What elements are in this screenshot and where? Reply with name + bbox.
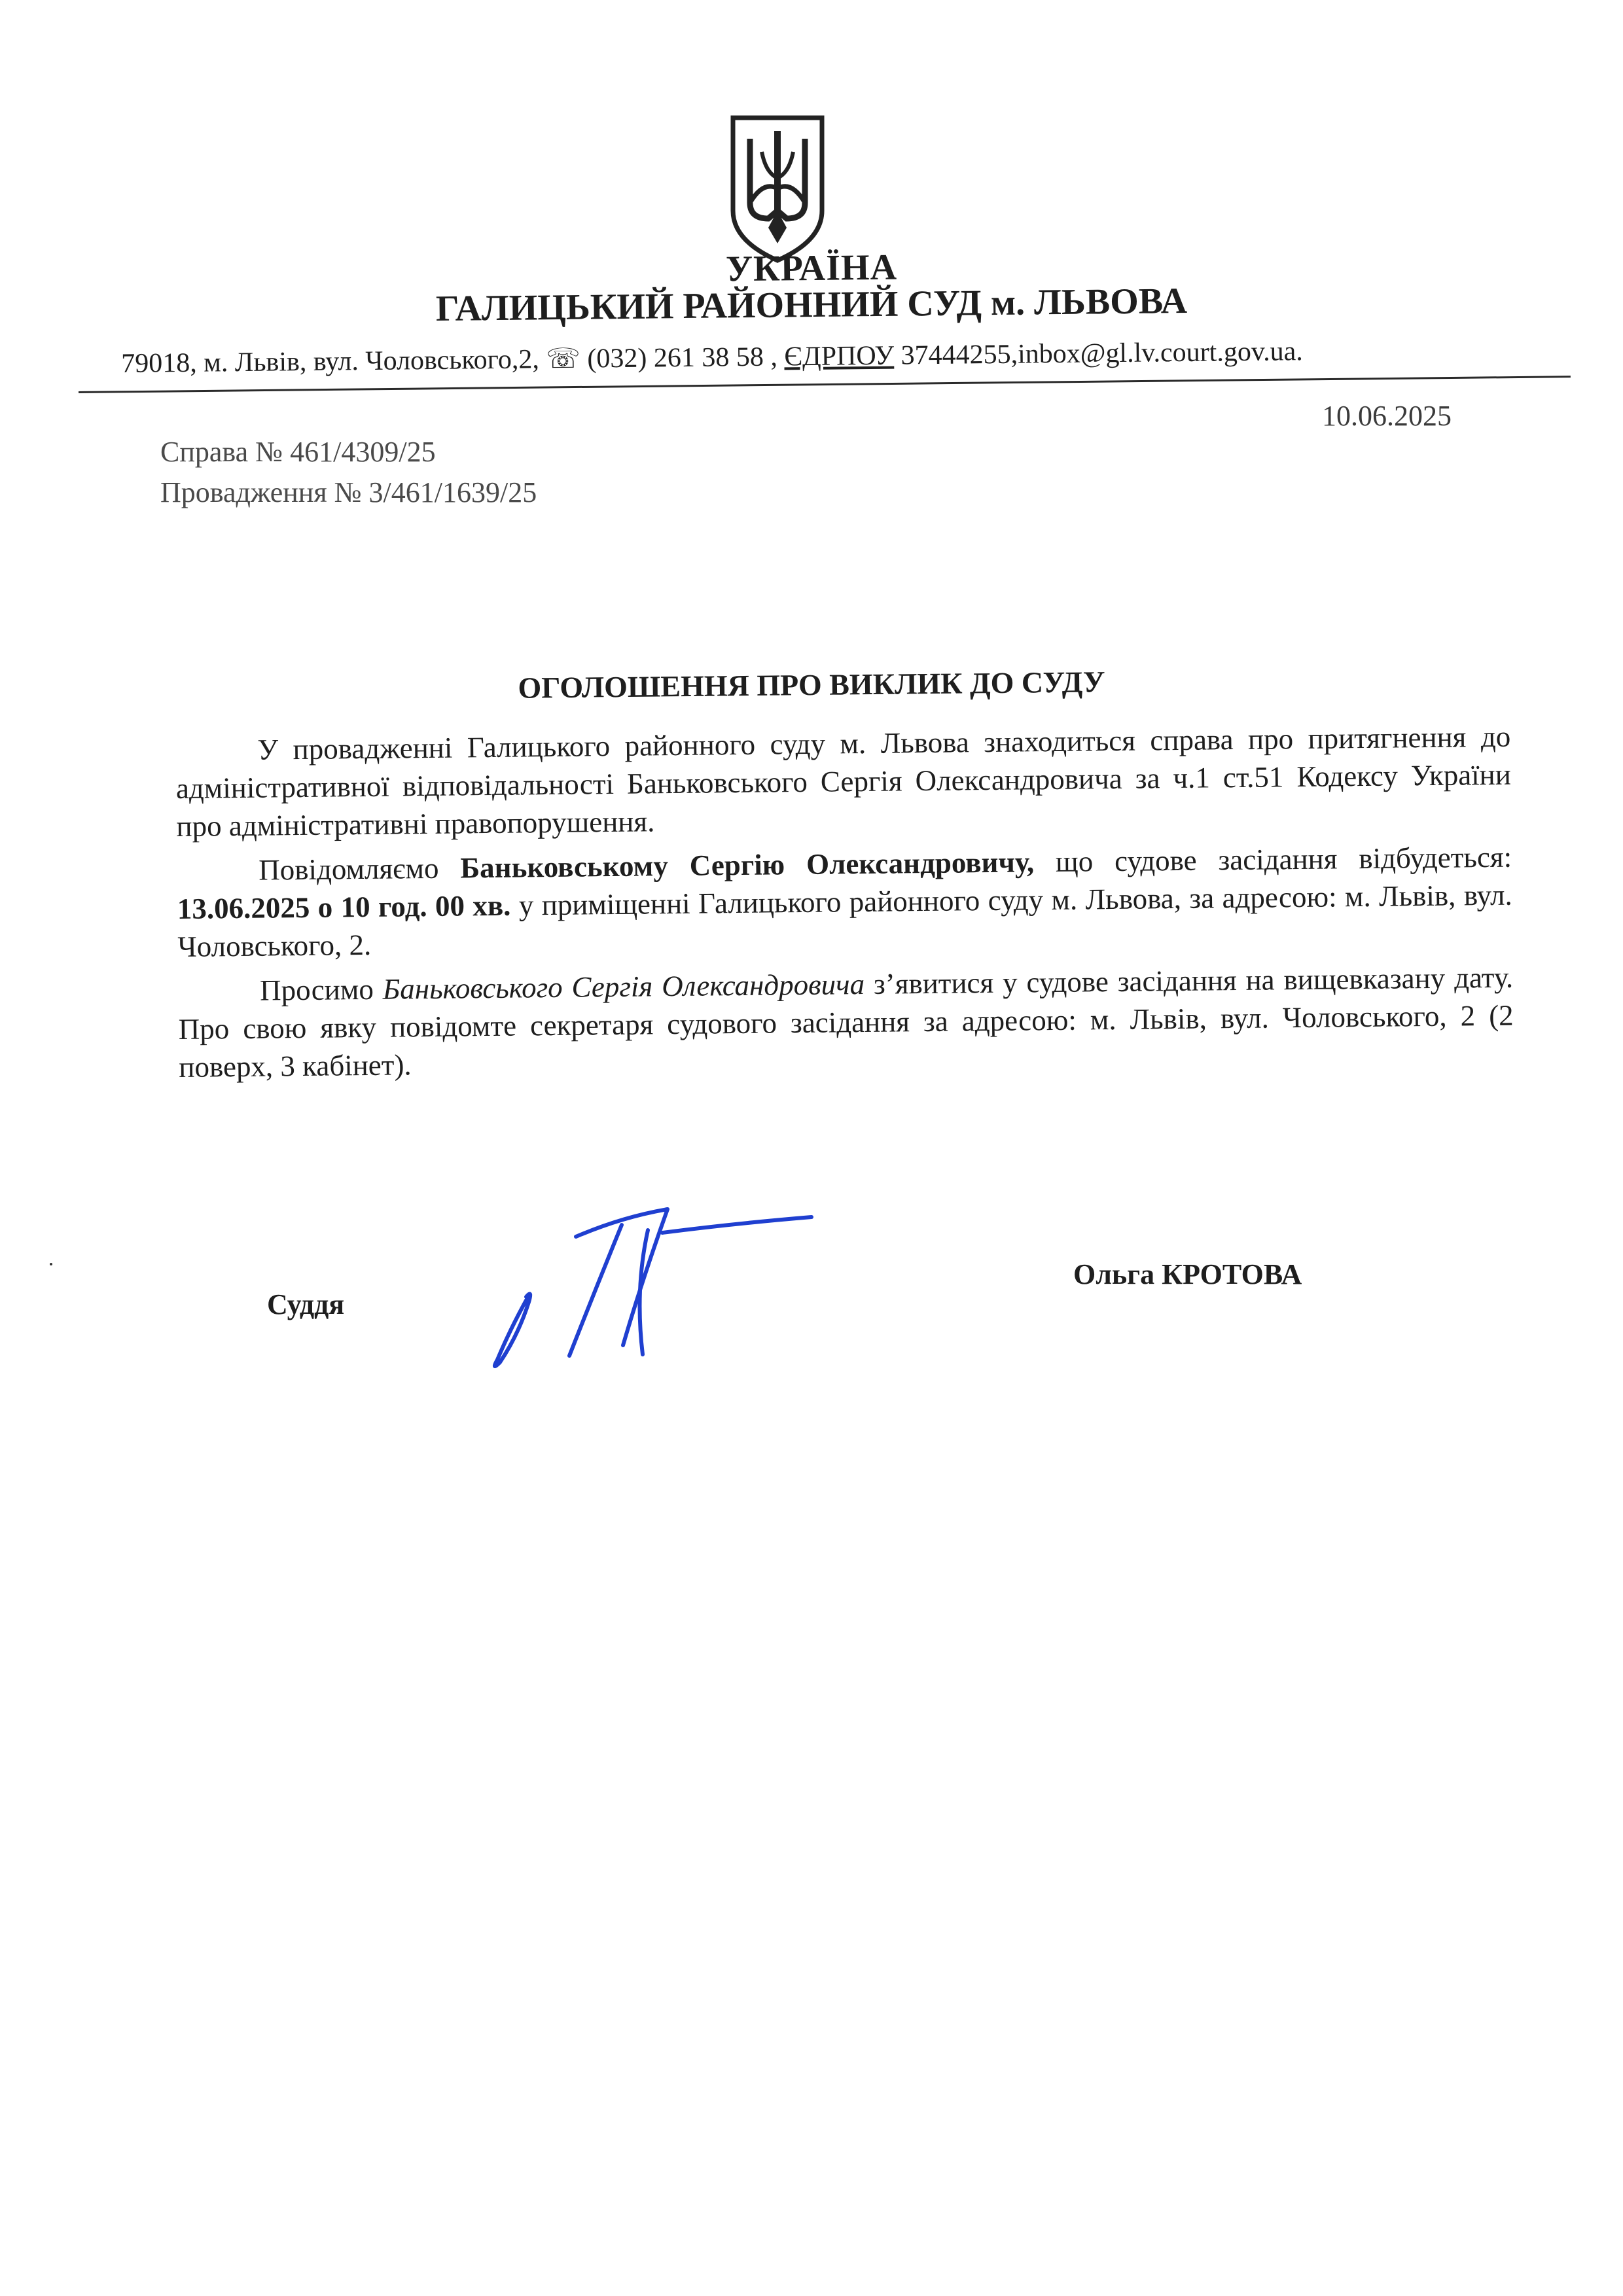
scan-speck	[50, 1263, 52, 1265]
paragraph-3	[178, 959, 1514, 1086]
header-divider	[79, 376, 1571, 393]
hearing-datetime: 13.06.2025 о 10 год. 00 хв.	[177, 889, 511, 925]
country-name: УКРАЇНА	[725, 247, 898, 290]
court-phone: (032) 261 38 58 ,	[587, 342, 778, 374]
p3-post: з’явитися у судове засідання на вищевказану дату. Про свою явку повідомте секретаря судового засідання за адресою: м. Львів, вул. Чоловського, 2 (2 поверх, 3 кабінет).	[178, 961, 1514, 1084]
court-name: ГАЛИЦЬКИЙ РАЙОННИЙ СУД м. ЛЬВОВА	[435, 280, 1188, 330]
p3-person-name: Баньковського Сергія Олександровича	[382, 967, 865, 1006]
tryzub-emblem-icon	[725, 113, 830, 264]
paragraph-2	[177, 838, 1513, 966]
document-body	[175, 718, 1514, 1093]
p2-person-name: Баньковському Сергію Олександровичу,	[460, 845, 1035, 885]
p3-pre: Просимо	[259, 972, 383, 1007]
p2-mid: що судове засідання відбудеться:	[1033, 840, 1512, 879]
court-contacts	[121, 332, 1528, 380]
document-date: 10.06.2025	[1322, 400, 1452, 432]
edrpou-label: ЄДРПОУ	[784, 340, 895, 372]
telephone-icon: ☏	[546, 344, 581, 375]
judge-name: Ольга КРОТОВА	[1073, 1258, 1302, 1290]
case-number: Справа № 461/4309/25	[160, 436, 436, 468]
court-address: 79018, м. Львів, вул. Чоловського,2,	[121, 344, 540, 379]
case-details	[160, 432, 537, 513]
edrpou-and-email: 37444255,inbox@gl.lv.court.gov.ua.	[893, 336, 1303, 371]
judge-role-label: Суддя	[267, 1288, 345, 1320]
p2-post: у приміщенні Галицького районного суду м. Львова, за адресою: м. Львів, вул. Чоловського, 2.	[177, 878, 1512, 963]
handwritten-signature	[471, 1191, 825, 1374]
p2-pre: Повідомляємо	[258, 851, 461, 887]
paragraph-1: У провадженні Галицького районного суду м. Львова знаходиться справа про притягнення до адміністративної відповідальності Баньковського Сергія Олександровича за ч.1 ст.51 Кодексу України про адміністративні правопорушення.	[175, 720, 1512, 843]
document-title: ОГОЛОШЕННЯ ПРО ВИКЛИК ДО СУДУ	[518, 665, 1105, 705]
proceeding-number: Провадження № 3/461/1639/25	[160, 476, 537, 508]
